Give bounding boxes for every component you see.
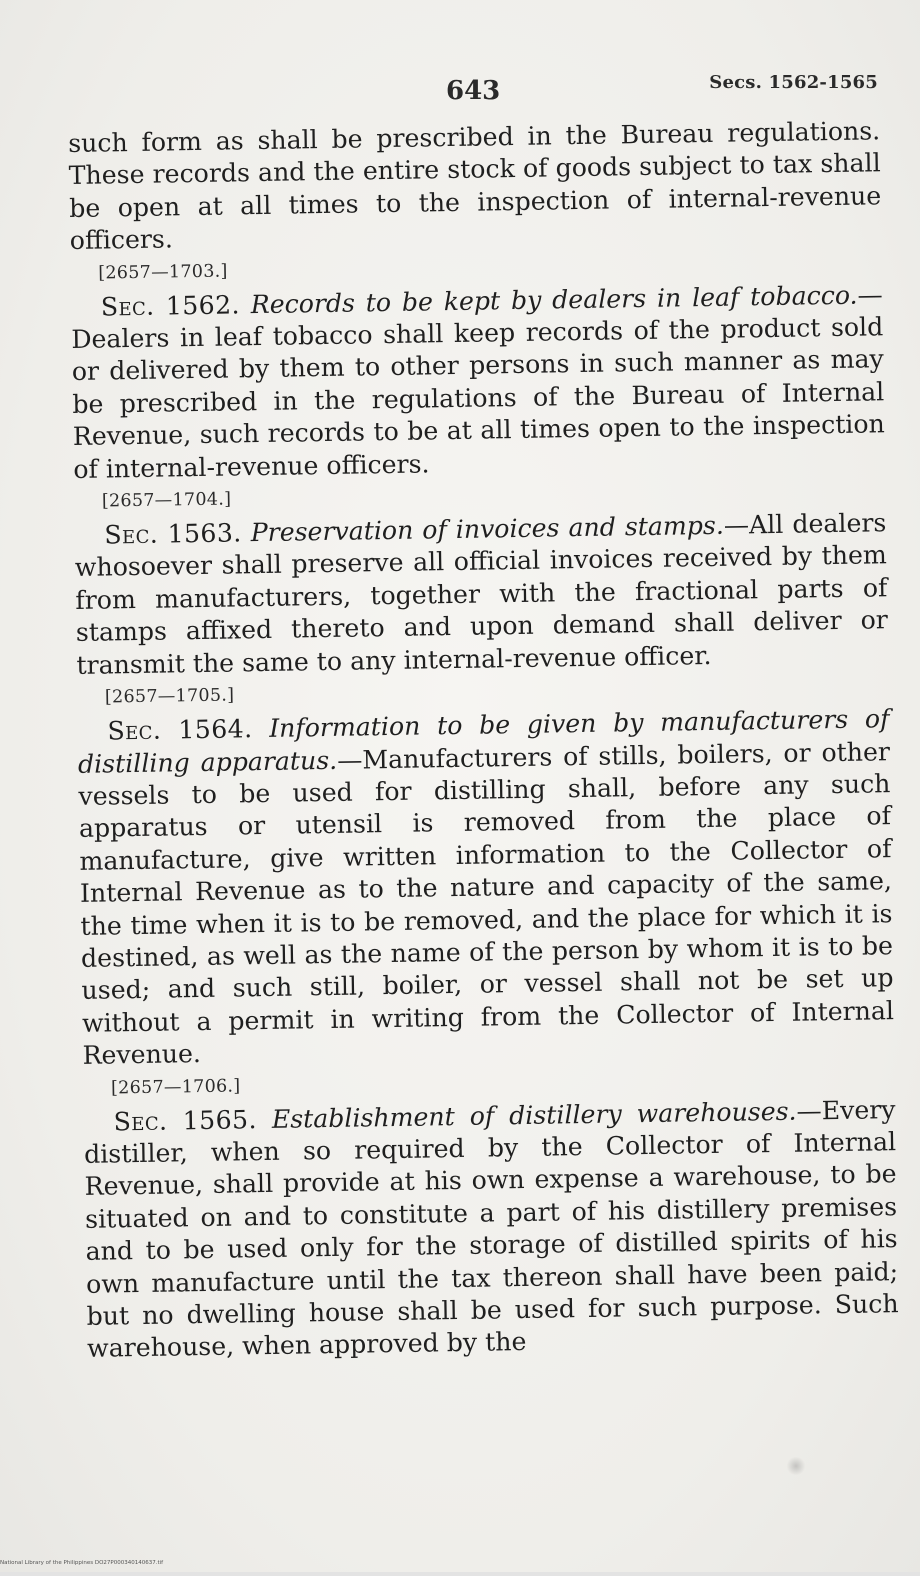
section-paragraph <box>77 703 894 1072</box>
section-label: Sec. 1563. <box>104 518 242 550</box>
section-paragraph <box>74 507 888 682</box>
section-reference: [2657—1706.] <box>110 1075 241 1099</box>
scan-footer: National Library of the Philippines DO27P000340140637.tif <box>0 1560 164 1566</box>
section-reference: [2657—1704.] <box>101 489 232 512</box>
page-number: 643 <box>446 76 501 106</box>
section-label: Sec. 1565. <box>113 1104 258 1136</box>
section-title: Preservation of invoices and stamps. <box>250 510 725 548</box>
section-title: Establishment of distillery warehouses. <box>271 1096 797 1134</box>
section-paragraph <box>83 1094 899 1366</box>
running-head: Secs. 1562-1565 <box>709 72 878 93</box>
section-reference: [2657—1703.] <box>98 261 228 284</box>
continuation-paragraph: such form as shall be prescribed in the Bureau regulations. These records and the entire stock of goods subject to tax shall be open at all times to the inspection of internal-revenue officers. <box>68 116 882 256</box>
document-body <box>68 115 899 1365</box>
section-text: —Manufacturers of stills, boilers, or other vessels to be used for distilling shall, before any such apparatus or utensil is removed from the place of manufacture, give written information to the Collector of Internal Revenue as to the nature and capacity of the same, the time when it is to be removed, and the place for which it is destined, as well as the name of the person by whom it is to be used; and such still, boiler, or vessel shall not be set up without a permit in writing from the Collector of Internal Revenue. <box>78 736 895 1071</box>
page-bottom-edge <box>0 1572 920 1576</box>
section-title: Information to be given by manufacturers of distilling apparatus. <box>77 704 890 779</box>
ink-smudge <box>786 1457 806 1475</box>
section-text: —Every distiller, when so required by the Collector of Internal Revenue, shall provide at his own expense a warehouse, to be situated on and to constitute a part of his distillery premises and to be used only for the storage of distilled spirits of his own manufacture until the tax thereon shall have been paid; but no dwelling house shall be used for such purpose. Such warehouse, when approved by the <box>83 1094 899 1364</box>
section-label: Sec. 1562. <box>100 289 241 322</box>
section-paragraph <box>71 279 886 486</box>
section-reference: [2657—1705.] <box>104 685 235 708</box>
section-text: —Dealers in leaf tobacco shall keep records of the product sold or delivered by them to other persons in such manner as may be prescribed in the regulations of the Bureau of Internal Revenue, such records to be at all times open to the inspection of internal-revenue officers. <box>71 279 885 484</box>
section-label: Sec. 1564. <box>107 714 253 746</box>
section-text: —All dealers whosoever shall preserve all official invoices received by them from manufacturers, together with the fractional parts of stamps affixed thereto and upon demand shall deliver or transmit the same to any internal-revenue officer. <box>74 508 889 680</box>
section-title: Records to be kept by dealers in leaf tobacco. <box>250 280 858 319</box>
